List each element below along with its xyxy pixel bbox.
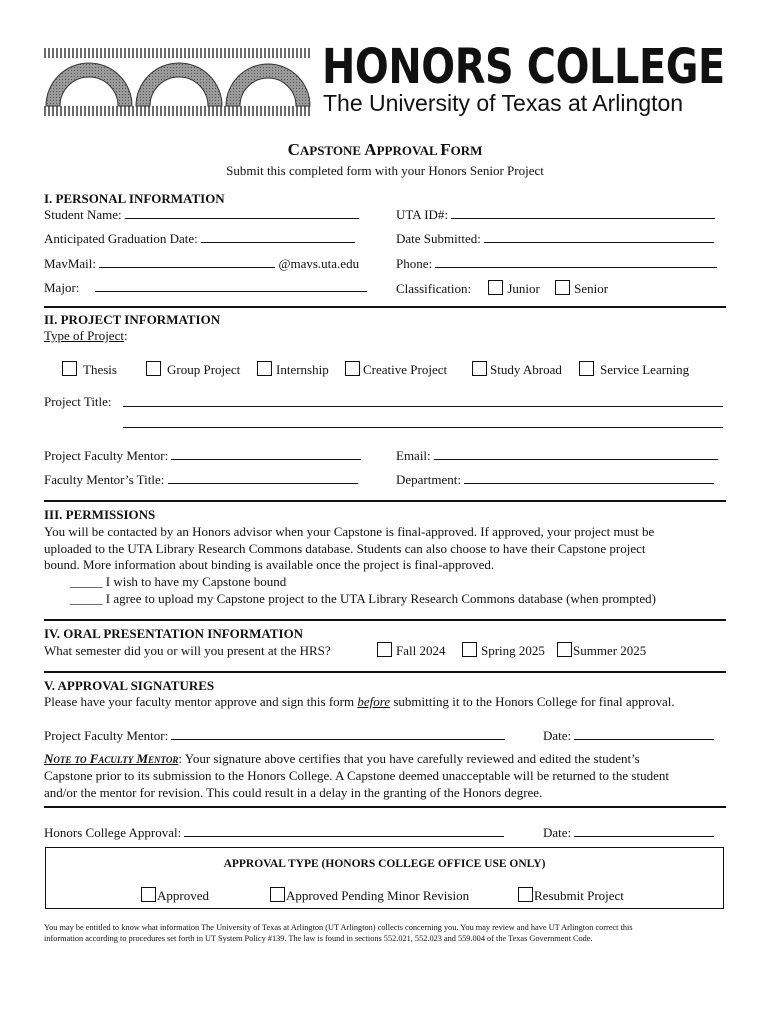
mavmail-row (44, 256, 359, 272)
hc-approval-row (44, 825, 504, 841)
note-to-mentor: Note to Faculty Mentor: Your signature above certifies that you have carefully reviewed and edited the student’s (44, 751, 640, 766)
semester-option[interactable] (462, 642, 545, 659)
mentor-date-label: Date: (543, 728, 572, 743)
hc-date-label: Date: (543, 825, 572, 840)
privacy-notice-line: You may be entitled to know what information The University of Texas at Arlington (UT Arlington) collects concerning you. You may review and have UT Arlington correct this (44, 923, 633, 932)
form-title: CAPSTONE APPROVAL FORM (287, 140, 483, 159)
date-submitted-field[interactable] (484, 231, 714, 243)
privacy-notice-line: information according to procedures set forth in UT System Policy #139. The law is found in sections 552.021, 552.023 and 559.004 of the Texas Government Code. (44, 934, 593, 943)
summer-checkbox[interactable] (557, 642, 572, 657)
project-title-field[interactable] (123, 406, 723, 407)
type-of-project-label: Type of Project: (44, 328, 128, 343)
senior-label: Senior (574, 281, 609, 296)
email-row (396, 448, 718, 464)
upload-option[interactable]: _____ I agree to upload my Capstone project to the UTA Library Research Commons database (when prompted) (70, 591, 656, 606)
department-row (396, 472, 714, 488)
thesis-checkbox[interactable] (62, 361, 77, 376)
student-name-field[interactable] (125, 207, 359, 219)
major-label: Major: (44, 280, 80, 295)
resubmit-checkbox[interactable] (518, 887, 533, 902)
mentor-signature-row (44, 728, 505, 744)
mentor-signature-field[interactable] (171, 728, 505, 740)
project-mentor-field[interactable] (171, 448, 361, 460)
project-type-option[interactable] (345, 361, 447, 378)
section-heading-personal: I. PERSONAL INFORMATION (44, 191, 225, 206)
mentor-title-row (44, 472, 358, 488)
student-name-label: Student Name: (44, 207, 122, 222)
email-field[interactable] (434, 448, 718, 460)
internship-checkbox[interactable] (257, 361, 272, 376)
approval-option[interactable] (141, 887, 209, 904)
uta-id-label: UTA ID#: (396, 207, 449, 222)
classification-label: Classification: (396, 281, 472, 296)
project-type-label: Internship (276, 362, 329, 377)
project-title-field-line2[interactable] (123, 427, 723, 428)
phone-label: Phone: (396, 256, 433, 271)
project-type-label: Creative Project (363, 362, 448, 377)
binding-option[interactable]: _____ I wish to have my Capstone bound (70, 574, 287, 589)
hc-date-field[interactable] (574, 825, 714, 837)
uta-id-field[interactable] (451, 207, 715, 219)
project-type-label: Thesis (83, 362, 117, 377)
grad-date-label: Anticipated Graduation Date: (44, 231, 198, 246)
oral-question: What semester did you or will you present at the HRS? (44, 643, 331, 658)
project-type-option[interactable] (62, 361, 117, 378)
creative-project-checkbox[interactable] (345, 361, 360, 376)
project-type-label: Service Learning (600, 362, 690, 377)
note-text-line: and/or the mentor for revision. This could result in a delay in the granting of the Honors degree. (44, 785, 543, 800)
project-type-option[interactable] (472, 361, 562, 378)
date-submitted-label: Date Submitted: (396, 231, 481, 246)
major-field[interactable] (95, 280, 367, 292)
department-label: Department: (396, 472, 461, 487)
mavmail-label: MavMail: (44, 256, 96, 271)
hc-approval-field[interactable] (184, 825, 504, 837)
mentor-title-label: Faculty Mentor’s Title: (44, 472, 165, 487)
divider (44, 500, 726, 502)
junior-label: Junior (507, 281, 540, 296)
semester-label: Summer 2025 (573, 643, 647, 658)
department-field[interactable] (464, 472, 714, 484)
project-type-option[interactable] (579, 361, 689, 378)
project-mentor-row (44, 448, 361, 464)
phone-field[interactable] (435, 256, 717, 268)
divider (44, 306, 726, 308)
senior-checkbox[interactable] (555, 280, 570, 295)
college-name: HONORS COLLEGE (322, 39, 725, 95)
project-type-option[interactable] (257, 361, 329, 378)
section-heading-permissions: III. PERMISSIONS (44, 507, 156, 522)
divider (44, 671, 726, 673)
hc-date-row (543, 825, 714, 841)
project-type-label: Study Abroad (490, 362, 562, 377)
project-title-row (44, 394, 112, 410)
major-row (44, 280, 367, 296)
approved-pending-checkbox[interactable] (270, 887, 285, 902)
classification-row (396, 280, 608, 297)
mavmail-field[interactable] (99, 256, 275, 268)
fall-checkbox[interactable] (377, 642, 392, 657)
form-subtitle: Submit this completed form with your Honors Senior Project (226, 163, 544, 178)
project-title-label: Project Title: (44, 394, 112, 409)
email-label: Email: (396, 448, 431, 463)
project-type-label: Group Project (167, 362, 241, 377)
permissions-text-line: uploaded to the UTA Library Research Commons database. Students can also choose to have their Capstone project (44, 541, 646, 556)
signature-instructions: Please have your faculty mentor approve and sign this form before submitting it to the Honors College for final approval. (44, 694, 675, 709)
grad-date-row (44, 231, 355, 247)
approval-type-title: APPROVAL TYPE (HONORS COLLEGE OFFICE USE ONLY) (223, 858, 546, 870)
approval-option-label: Approved Pending Minor Revision (286, 888, 470, 903)
phone-row (396, 256, 717, 272)
approved-checkbox[interactable] (141, 887, 156, 902)
approval-option[interactable] (270, 887, 469, 904)
approval-option-label: Approved (157, 888, 209, 903)
section-heading-project: II. PROJECT INFORMATION (44, 312, 221, 327)
semester-option[interactable] (377, 642, 445, 659)
semester-label: Spring 2025 (481, 643, 545, 658)
divider (44, 806, 726, 808)
university-name: The University of Texas at Arlington (323, 90, 684, 116)
spring-checkbox[interactable] (462, 642, 477, 657)
study-abroad-checkbox[interactable] (472, 361, 487, 376)
project-mentor-label: Project Faculty Mentor: (44, 448, 169, 463)
approval-option-label: Resubmit Project (534, 888, 624, 903)
semester-option[interactable] (557, 642, 646, 659)
approval-option[interactable] (518, 887, 624, 904)
mentor-date-row (543, 728, 714, 744)
college-logo-arches (44, 46, 312, 118)
date-submitted-row (396, 231, 714, 247)
mavmail-suffix: @mavs.uta.edu (278, 256, 360, 271)
section-heading-oral: IV. ORAL PRESENTATION INFORMATION (44, 626, 304, 641)
permissions-text-line: You will be contacted by an Honors advisor when your Capstone is final-approved. If approved, your project must be (44, 524, 655, 539)
group-project-checkbox[interactable] (146, 361, 161, 376)
service-learning-checkbox[interactable] (579, 361, 594, 376)
permissions-text-line: bound. More information about binding is available once the project is final-approved. (44, 557, 495, 572)
note-text-line: Capstone prior to its submission to the Honors College. A Capstone deemed unacceptable will be returned to the student (44, 768, 669, 783)
student-name-row (44, 207, 359, 223)
semester-label: Fall 2024 (396, 643, 446, 658)
project-type-option[interactable] (146, 361, 240, 378)
uta-id-row (396, 207, 715, 223)
mentor-title-field[interactable] (168, 472, 358, 484)
divider (44, 619, 726, 621)
mentor-signature-label: Project Faculty Mentor: (44, 728, 169, 743)
junior-checkbox[interactable] (488, 280, 503, 295)
mentor-date-field[interactable] (574, 728, 714, 740)
hc-approval-label: Honors College Approval: (44, 825, 182, 840)
section-heading-signatures: V. APPROVAL SIGNATURES (44, 678, 215, 693)
grad-date-field[interactable] (201, 231, 355, 243)
